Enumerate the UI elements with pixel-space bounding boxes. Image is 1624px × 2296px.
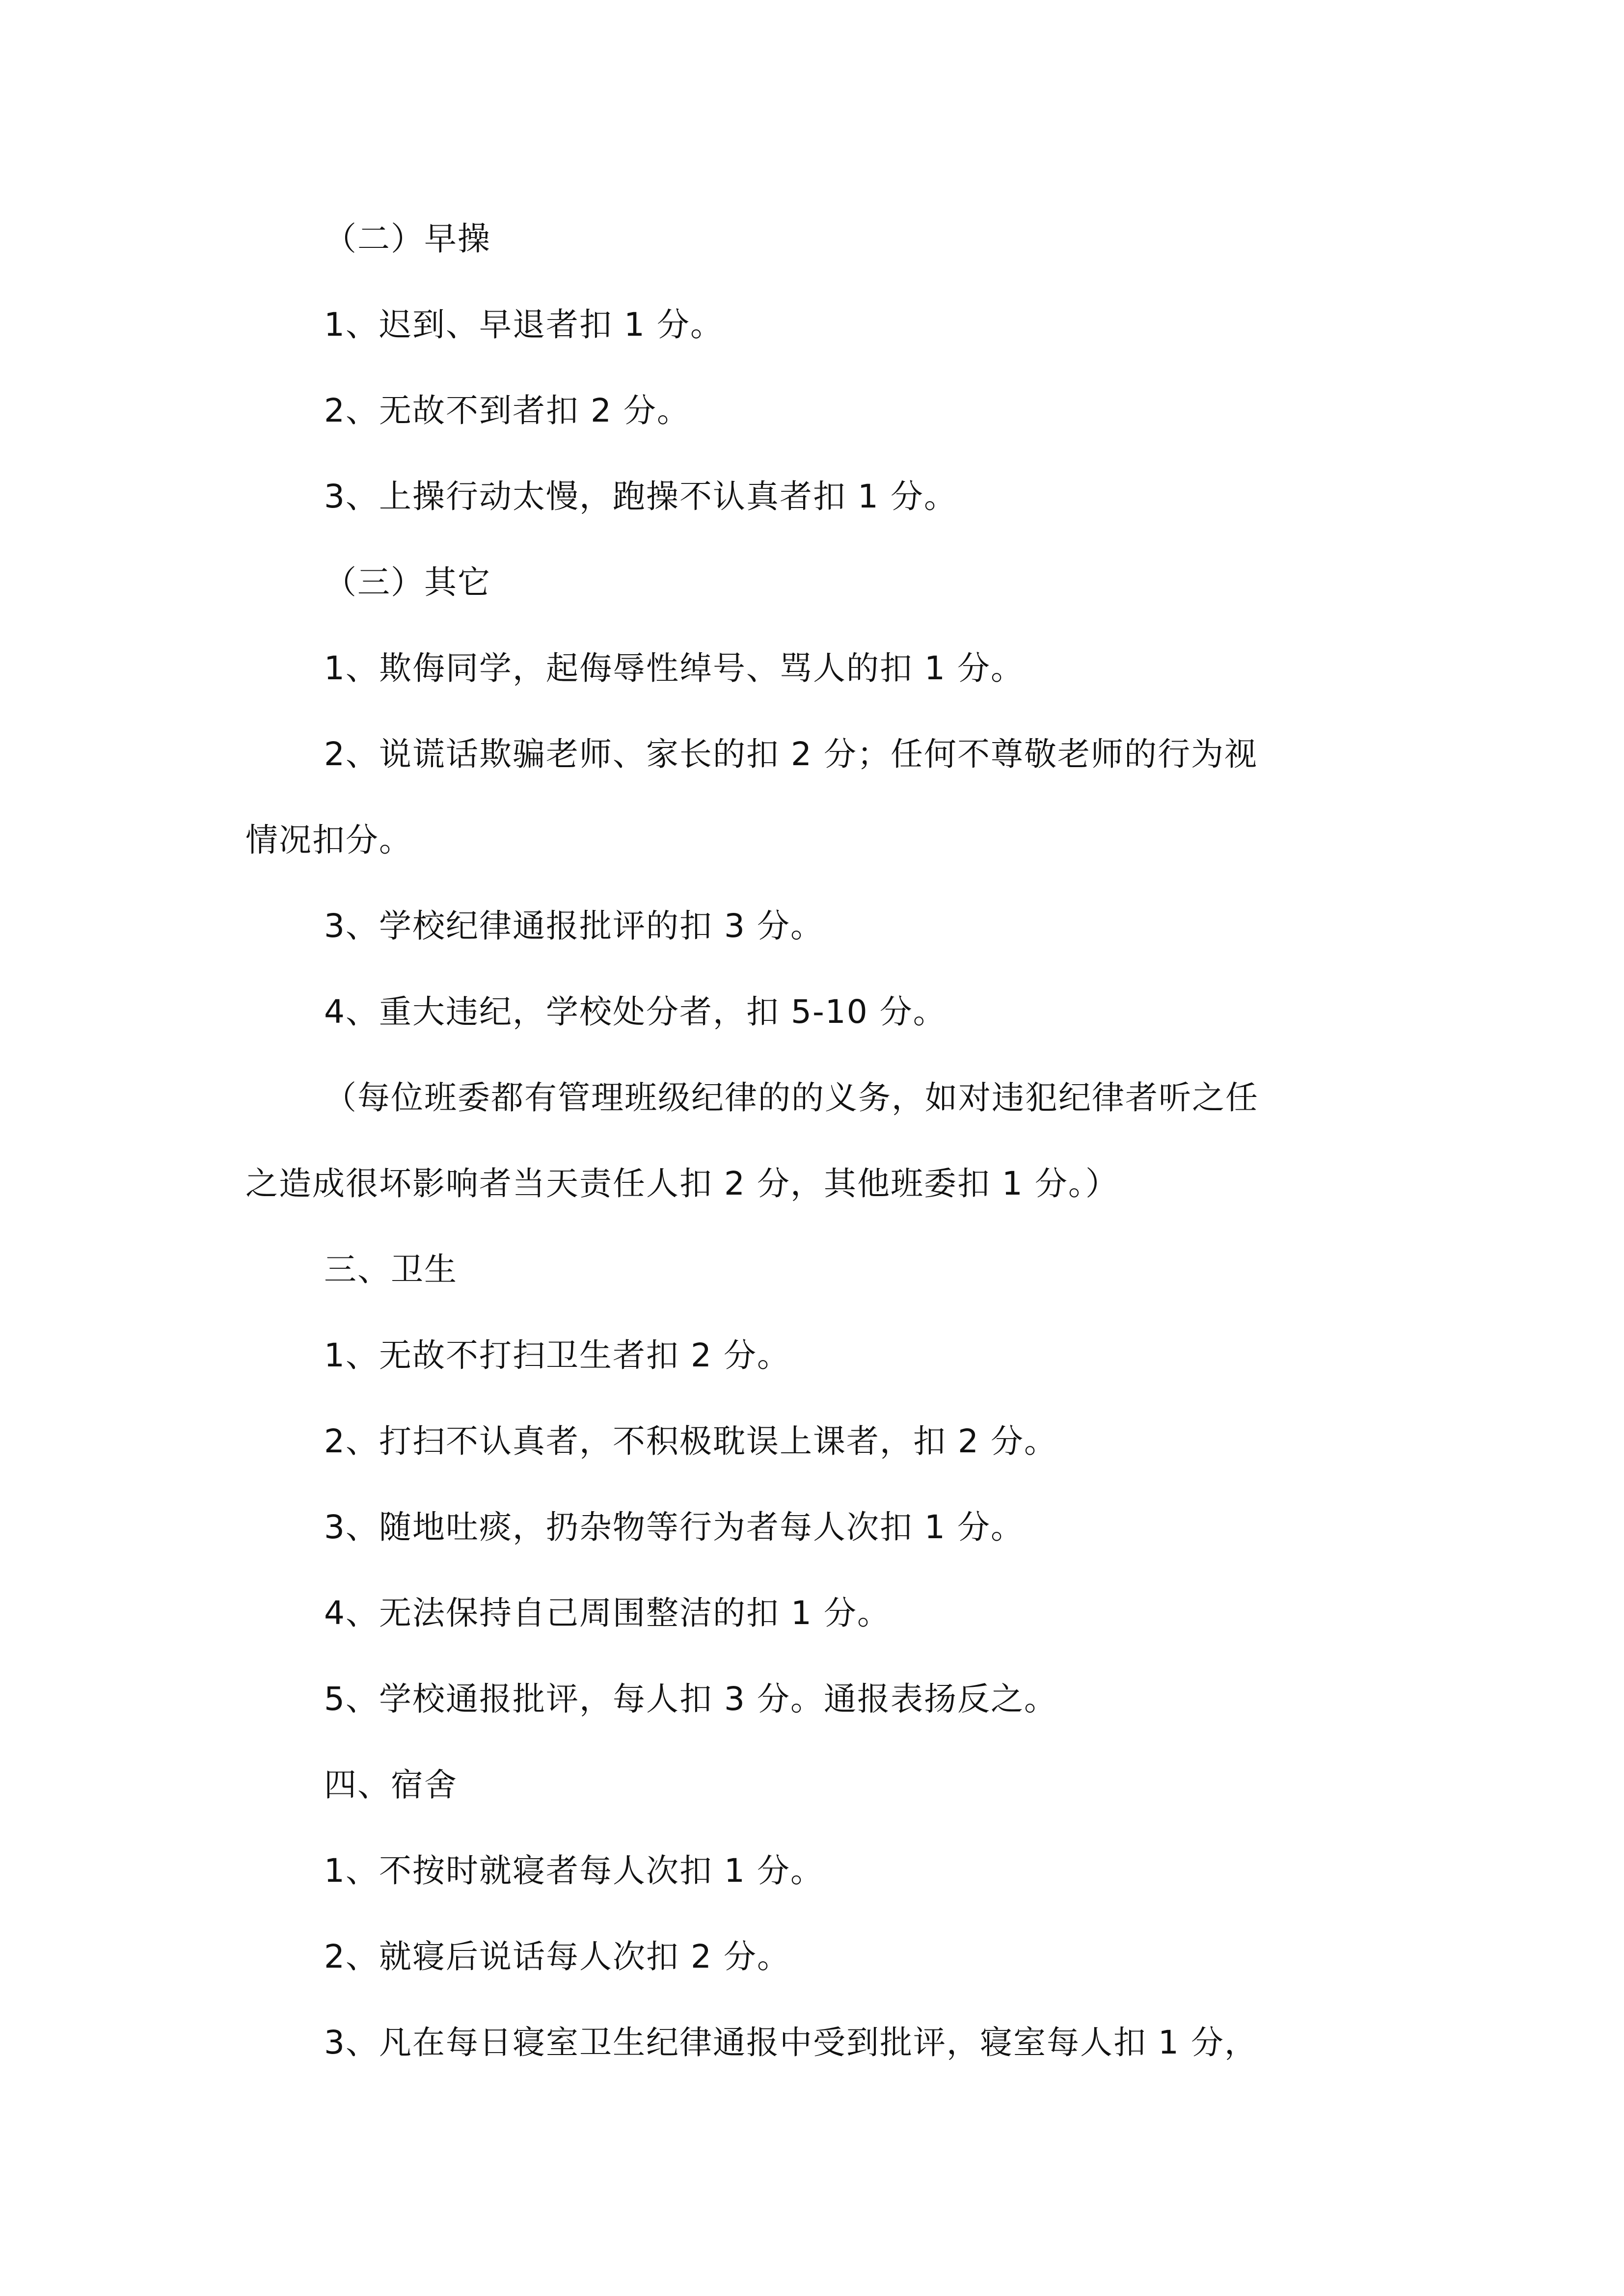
- section-heading-hygiene: 三、卫生: [324, 1251, 458, 1288]
- rule-item-continuation: 情况扣分。: [245, 821, 412, 859]
- section-heading-other: （三）其它: [324, 563, 491, 601]
- rule-item: 3、学校纪律通报批评的扣 3 分。: [324, 907, 824, 945]
- rule-item: 3、上操行动太慢，跑操不认真者扣 1 分。: [324, 478, 957, 515]
- rule-item: 3、凡在每日寝室卫生纪律通报中受到批评，寝室每人扣 1 分，: [324, 2024, 1258, 2061]
- rule-item: 2、无故不到者扣 2 分。: [324, 392, 690, 429]
- rule-item: 1、无故不打扫卫生者扣 2 分。: [324, 1336, 790, 1374]
- rule-item: 1、迟到、早退者扣 1 分。: [324, 306, 724, 344]
- rule-item: 4、无法保持自己周围整洁的扣 1 分。: [324, 1594, 891, 1632]
- rule-item: 1、欺侮同学，起侮辱性绰号、骂人的扣 1 分。: [324, 649, 1024, 687]
- section-heading-dormitory: 四、宿舍: [324, 1766, 458, 1804]
- rule-item: 2、就寝后说话每人次扣 2 分。: [324, 1938, 790, 1976]
- note-paragraph: （每位班委都有管理班级纪律的的义务，如对违犯纪律者听之任: [324, 1079, 1259, 1117]
- section-heading-morning-exercise: （二）早操: [324, 220, 491, 258]
- rule-item: 2、说谎话欺骗老师、家长的扣 2 分；任何不尊敬老师的行为视: [324, 735, 1258, 773]
- rule-item: 4、重大违纪，学校处分者，扣 5-10 分。: [324, 993, 947, 1031]
- rule-item: 2、打扫不认真者，不积极耽误上课者，扣 2 分。: [324, 1422, 1057, 1460]
- rule-item: 5、学校通报批评，每人扣 3 分。通报表扬反之。: [324, 1680, 1057, 1718]
- rule-item: 1、不按时就寝者每人次扣 1 分。: [324, 1852, 824, 1890]
- note-paragraph-continuation: 之造成很坏影响者当天责任人扣 2 分，其他班委扣 1 分。）: [245, 1165, 1119, 1202]
- rule-item: 3、随地吐痰，扔杂物等行为者每人次扣 1 分。: [324, 1508, 1024, 1546]
